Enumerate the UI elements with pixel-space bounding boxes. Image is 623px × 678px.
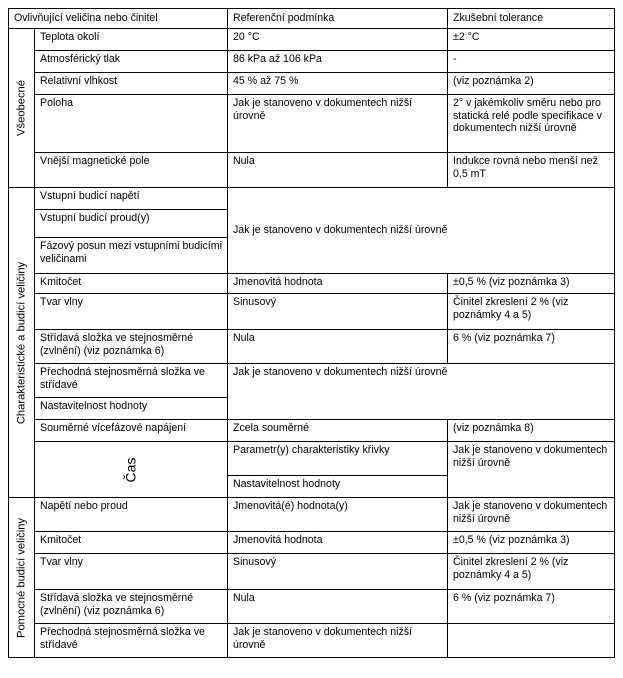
factor-cell: Kmitočet [35,274,228,294]
reference-cell-merged: Jak je stanoveno v dokumentech nižší úrovně [228,364,615,420]
tolerance-cell: 2° v jakémkoliv směru nebo pro statická relé podle specifikace v dokumentech nižší úrovně [448,95,615,153]
reference-cell: 86 kPa až 106 kPa [228,51,448,73]
table-row [9,294,615,330]
reference-cell: Jak je stanoveno v dokumentech nižší úrovně [228,624,448,658]
tolerance-cell: 6 % (viz poznámka 7) [448,330,615,364]
table-row [9,51,615,73]
group-cell-time [35,442,228,498]
factor-cell: Kmitočet [35,532,228,554]
reference-cell: 20 °C [228,29,448,51]
tolerance-cell: Jak je stanoveno v dokumentech nižší úrovně [448,498,615,532]
tolerance-cell [448,624,615,658]
factor-cell: Přechodná stejnosměrná složka ve střídavé [35,624,228,658]
tolerance-cell: Činitel zkreslení 2 % (viz poznámky 4 a 5) [448,554,615,590]
factor-cell: Fázový posun mezi vstupními budicími veličinami [35,238,228,274]
reference-cell: Nula [228,153,448,188]
table-header-row [9,9,615,29]
group-label-general: Všeobecné [15,80,28,136]
table-row [9,274,615,294]
group-cell-general [9,29,35,188]
reference-cell: Jmenovitá(é) hodnota(y) [228,498,448,532]
factor-cell: Nastavitelnost hodnoty [35,398,228,420]
reference-cell-merged: Jak je stanoveno v dokumentech nižší úrovně [448,442,615,498]
factor-cell: Vstupní budicí proud(y) [35,210,228,238]
table-row [9,330,615,364]
tolerance-cell: Činitel zkreslení 2 % (viz poznámky 4 a 5) [448,294,615,330]
table-row [9,95,615,153]
group-label-auxiliary: Pomocné budicí veličiny [15,517,28,638]
table-row [9,624,615,658]
factor-cell: Teplota okolí [35,29,228,51]
tolerance-cell: ±0,5 % (viz poznámka 3) [448,532,615,554]
table-row [9,29,615,51]
reference-cell: Jak je stanoveno v dokumentech nižší úrovně [228,95,448,153]
table-row [9,442,615,476]
factor-cell: Napětí nebo proud [35,498,228,532]
header-factor: Ovlivňující veličina nebo činitel [9,9,228,29]
factor-cell: Poloha [35,95,228,153]
factor-cell: Vstupní budicí napětí [35,188,228,210]
header-reference: Referenční podmínka [228,9,448,29]
influencing-quantities-table [8,8,615,658]
group-label-time: Čas [122,457,139,482]
tolerance-cell: 6 % (viz poznámka 7) [448,590,615,624]
header-tolerance: Zkušební tolerance [448,9,615,29]
table-row [9,188,615,210]
factor-cell: Atmosférický tlak [35,51,228,73]
tolerance-cell: (viz poznámka 2) [448,73,615,95]
reference-cell: Jmenovitá hodnota [228,274,448,294]
factor-cell: Relativní vlhkost [35,73,228,95]
reference-cell-merged: Jak je stanoveno v dokumentech nižší úrovně [228,188,615,274]
table-row [9,73,615,95]
reference-cell: Sinusový [228,294,448,330]
reference-cell: Zcela souměrné [228,420,448,442]
reference-cell: Nula [228,330,448,364]
factor-cell: Souměrné vícefázové napájení [35,420,228,442]
factor-cell: Tvar vlny [35,294,228,330]
group-label-characteristic: Charakteristické a budicí veličiny [15,261,28,424]
group-cell-characteristic [9,188,35,498]
factor-cell: Vnější magnetické pole [35,153,228,188]
factor-cell: Tvar vlny [35,554,228,590]
reference-cell: Nula [228,590,448,624]
tolerance-cell: (viz poznámka 8) [448,420,615,442]
tolerance-cell: Indukce rovná nebo menší než 0,5 mT [448,153,615,188]
factor-cell: Přechodná stejnosměrná složka ve střídavé [35,364,228,398]
table-row [9,498,615,532]
table-row [9,364,615,398]
table-row [9,153,615,188]
factor-cell: Parametr(y) charakteristiky křivky [228,442,448,476]
tolerance-cell: ±0,5 % (viz poznámka 3) [448,274,615,294]
factor-cell: Střídavá složka ve stejnosměrné (zvlnění) (viz poznámka 6) [35,330,228,364]
table-row [9,554,615,590]
table-row [9,532,615,554]
factor-cell: Nastavitelnost hodnoty [228,476,448,498]
reference-cell: Jmenovitá hodnota [228,532,448,554]
group-cell-auxiliary [9,498,35,658]
table-row [9,590,615,624]
table-row [9,420,615,442]
reference-cell: 45 % až 75 % [228,73,448,95]
tolerance-cell: ±2 °C [448,29,615,51]
tolerance-cell: - [448,51,615,73]
factor-cell: Střídavá složka ve stejnosměrné (zvlnění) (viz poznámka 6) [35,590,228,624]
reference-cell: Sinusový [228,554,448,590]
